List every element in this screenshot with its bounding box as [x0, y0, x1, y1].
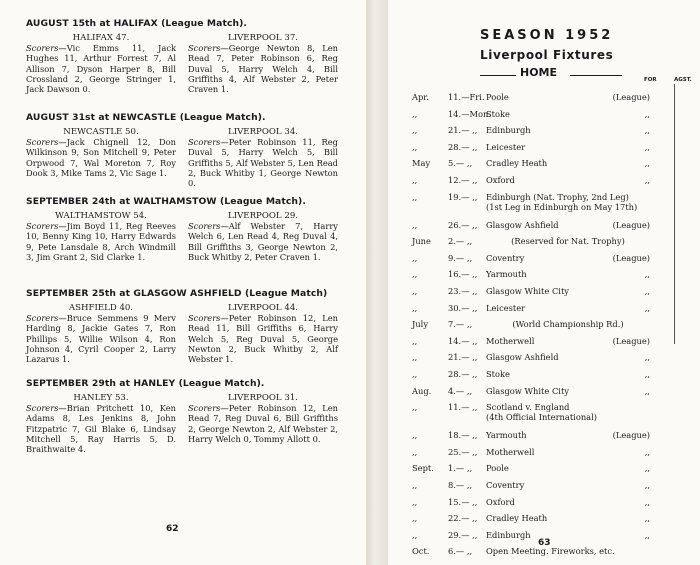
- match-venue-date: AUGUST 15th at HALIFAX: [26, 18, 158, 29]
- fixture-competition: ,,: [644, 141, 650, 152]
- fixture-opponent: Edinburgh: [486, 125, 531, 136]
- fixture-month: ,,: [412, 175, 418, 185]
- away-scorers: Peter Robinson 11, Reg Duval 5, Harry Welch 5, Bill Griffiths 5, Alf Webster 5, Len Read 2, Buck Whitby 1, George Newton 0.: [188, 137, 338, 189]
- fixture-opponent: Oxford: [486, 496, 515, 507]
- fixture-month: ,,: [412, 352, 418, 363]
- fixture-row: [388, 497, 650, 509]
- fixture-day: 26.— ,,: [448, 219, 478, 230]
- fixture-row: [388, 142, 650, 154]
- fixture-competition: ,,: [644, 125, 650, 136]
- match-type: (League Match): [244, 288, 328, 299]
- home-team-score: ASHFIELD 40.: [68, 303, 134, 313]
- fixture-opponent: Glasgow Ashfield: [486, 352, 559, 363]
- fixture-day: 9.— ,,: [448, 252, 473, 263]
- fixture-competition: ,,: [644, 108, 650, 119]
- away-team-score: LIVERPOOL 44.: [227, 303, 299, 313]
- fixture-month: ,,: [412, 191, 418, 202]
- fixture-day: 28.— ,,: [448, 369, 478, 379]
- fixture-competition: ,,: [644, 463, 650, 474]
- away-scorers: George Newton 8, Len Read 7, Peter Robinson 6, Reg Duval 5, Harry Welch 4, Bill Griffiths 4, Alf Webster 2, Peter Craven 1.: [188, 43, 338, 95]
- match-heading: [26, 378, 342, 389]
- fixture-opponent: Coventry: [486, 480, 525, 490]
- match-type: (League Match).: [219, 196, 306, 207]
- fixture-row: [388, 303, 650, 315]
- match-type: (League Match).: [179, 112, 266, 123]
- fixture-row: [388, 125, 650, 137]
- fixture-competition: (League): [612, 92, 650, 102]
- fixture-competition: ,,: [644, 352, 650, 363]
- fixture-day: 25.— ,,: [448, 446, 478, 457]
- match-report: [26, 18, 342, 103]
- fixture-month: ,,: [412, 430, 418, 441]
- fixture-day: 8.— ,,: [448, 480, 473, 490]
- away-team-column: [188, 127, 338, 188]
- home-team-score: HANLEY 53.: [73, 393, 129, 403]
- fixture-day: 21.— ,,: [448, 125, 478, 136]
- match-heading: [26, 18, 342, 29]
- match-venue-date: SEPTEMBER 24th at WALTHAMSTOW: [26, 196, 217, 207]
- fixture-competition: ,,: [644, 496, 650, 507]
- away-scorers: Peter Robinson 12, Len Read 11, Bill Griffiths 6, Harry Welch 5, Reg Duval 5, George Newton 2, Buck Whitby 2, Alf Webster 1.: [188, 313, 338, 365]
- fixture-month: ,,: [412, 286, 418, 296]
- match-venue-date: SEPTEMBER 29th at HANLEY: [26, 378, 176, 389]
- fixture-row: [388, 236, 650, 248]
- book-gutter: [366, 0, 388, 565]
- fixture-day: 28.— ,,: [448, 141, 478, 152]
- fixture-month: ,,: [412, 480, 418, 490]
- fixture-opponent: Cradley Heath: [486, 158, 548, 169]
- fixture-day: 11.— ,,: [448, 402, 478, 413]
- fixture-opponent: Poole: [486, 92, 509, 102]
- fixture-month: Apr.: [412, 92, 429, 102]
- match-heading: [26, 196, 342, 207]
- away-team-score: LIVERPOOL 31.: [227, 393, 299, 403]
- fixture-competition: (League): [612, 335, 650, 346]
- fixture-opponent: Poole: [486, 463, 509, 474]
- away-team-column: [188, 303, 338, 364]
- fixture-month: Aug.: [412, 385, 432, 396]
- fixture-row: [388, 386, 650, 398]
- home-team-column: [26, 127, 176, 178]
- fixture-row: [388, 92, 650, 104]
- fixture-row: [388, 352, 650, 364]
- fixture-row: [388, 480, 650, 492]
- home-scorers: Vic Emms 11, Jack Hughes 11, Arthur Forrest 7, Al Allison 7, Dyson Harper 8, Bill Crossland 2, George Stringer 1, Jack Dawson 0.: [26, 43, 176, 95]
- fixture-day: 29.— ,,: [448, 529, 478, 540]
- away-team-column: [188, 33, 338, 94]
- home-team-column: [26, 303, 176, 364]
- fixture-row: [388, 286, 650, 298]
- fixture-day: 2.— ,,: [448, 236, 473, 247]
- scorers-label: Scorers—: [188, 313, 229, 324]
- fixture-day: 18.— ,,: [448, 430, 478, 441]
- fixture-day: 12.— ,,: [448, 175, 478, 185]
- away-team-score: LIVERPOOL 37.: [227, 33, 299, 43]
- fixture-row: [388, 369, 650, 381]
- page-number-right: 63: [538, 538, 551, 548]
- fixture-day: 14.—Mon.: [448, 108, 491, 119]
- fixture-row: [388, 546, 650, 558]
- fixture-month: May: [412, 158, 431, 169]
- fixture-day: 1.— ,,: [448, 463, 473, 474]
- fixture-month: ,,: [412, 108, 418, 119]
- results-column-rule: [674, 84, 675, 344]
- home-scorers: Bruce Semmens 9 Merv Harding 8, Jackie Gates 7, Ron Phillips 5, Willie Wilson 4, Ron Johnson 4, Cyril Cooper 2, Larry Lazarus 1.: [26, 313, 176, 365]
- fixture-note: (World Championship Rd.): [512, 319, 624, 330]
- fixture-row: [388, 336, 650, 348]
- home-scorers: Jack Chignell 12, Don Wilkinson 9, Son Mitchell 9, Peter Orpwood 7, Wal Moreton 7, Roy Dook 3, Mike Tams 2, Vic Sage 1.: [26, 137, 176, 178]
- fixture-competition: ,,: [644, 302, 650, 313]
- match-venue-date: AUGUST 31st at NEWCASTLE: [26, 112, 177, 123]
- fixture-competition: ,,: [644, 175, 650, 185]
- fixture-day: 5.— ,,: [448, 158, 473, 169]
- home-section-heading: [480, 66, 620, 82]
- fixture-month: ,,: [412, 141, 418, 152]
- home-scorers: Brian Pritchett 10, Ken Adams 8, Les Jenkins 8, John Fitzpatric 7, Gil Blake 6, Lindsay Mitchell 5, Ray Harris 5, D. Braithwaite 4.: [26, 403, 176, 455]
- home-team-score: NEWCASTLE 50.: [63, 127, 139, 137]
- scorers-label: Scorers—: [26, 43, 67, 54]
- fixture-day: 23.— ,,: [448, 286, 478, 296]
- fixture-row: [388, 253, 650, 265]
- fixture-month: ,,: [412, 125, 418, 136]
- away-scorers: Alf Webster 7, Harry Welch 6, Len Read 4, Reg Duval 4, Bill Griffiths 3, George Newton 2, Buck Whitby 2, Peter Craven 1.: [188, 221, 338, 262]
- fixture-competition: ,,: [644, 513, 650, 524]
- match-report: [26, 112, 342, 197]
- fixture-opponent: Glasgow Ashfield: [486, 219, 559, 230]
- fixture-competition: ,,: [644, 369, 650, 379]
- fixture-competition: ,,: [644, 158, 650, 169]
- away-team-column: [188, 393, 338, 444]
- match-type: (League Match).: [178, 378, 265, 389]
- fixture-day: 7.— ,,: [448, 319, 473, 330]
- fixture-competition: (League): [612, 252, 650, 263]
- fixture-day: 16.— ,,: [448, 269, 478, 280]
- fixture-competition: ,,: [644, 286, 650, 296]
- fixture-row: [388, 220, 650, 232]
- fixture-day: 21.— ,,: [448, 352, 478, 363]
- fixture-opponent: Edinburgh (Nat. Trophy, 2nd Leg): [486, 191, 629, 202]
- fixture-opponent: Leicester: [486, 141, 526, 152]
- scorers-label: Scorers—: [188, 43, 229, 54]
- fixture-day: 22.— ,,: [448, 513, 478, 524]
- home-team-column: [26, 33, 176, 94]
- fixture-opponent: Stoke: [486, 108, 510, 119]
- scorers-label: Scorers—: [26, 137, 67, 148]
- away-scorers: Peter Robinson 12, Len Read 7, Reg Duval 6, Bill Griffiths 2, George Newton 2, Alf Webster 2, Harry Welch 0, Tommy Allott 0.: [188, 403, 338, 444]
- fixtures-title: Liverpool Fixtures: [480, 48, 614, 62]
- fixture-row: [388, 463, 650, 475]
- fixture-month: ,,: [412, 252, 418, 263]
- fixture-day: 14.— ,,: [448, 335, 478, 346]
- fixture-row: [388, 158, 650, 170]
- fixture-month: ,,: [412, 369, 418, 379]
- match-report: [26, 288, 342, 373]
- match-venue-date: SEPTEMBER 25th at GLASGOW ASHFIELD: [26, 288, 242, 299]
- match-report: [26, 196, 342, 281]
- scorers-label: Scorers—: [26, 403, 67, 414]
- fixture-opponent: Leicester: [486, 302, 526, 313]
- fixture-row: [388, 109, 650, 121]
- scorers-label: Scorers—: [188, 221, 229, 232]
- fixture-opponent: Oxford: [486, 175, 515, 185]
- fixture-row: [388, 192, 650, 214]
- fixture-month: ,,: [412, 529, 418, 540]
- fixture-note: (Reserved for Nat. Trophy): [511, 236, 625, 247]
- fixture-month: Oct.: [412, 546, 430, 557]
- away-team-score: LIVERPOOL 29.: [227, 211, 299, 221]
- scorers-label: Scorers—: [26, 221, 67, 232]
- fixture-competition: ,,: [644, 385, 650, 396]
- fixture-competition: ,,: [644, 480, 650, 490]
- fixture-opponent: Scotland v. England: [486, 402, 570, 413]
- fixture-opponent: Cradley Heath: [486, 513, 548, 524]
- away-team-column: [188, 211, 338, 262]
- fixture-opponent: Open Meeting. Fireworks, etc.: [486, 546, 615, 557]
- home-team-score: WALTHAMSTOW 54.: [55, 211, 147, 221]
- fixture-day: 4.— ,,: [448, 385, 473, 396]
- fixture-month: ,,: [412, 302, 418, 313]
- fixture-day: 11.—Fri.: [448, 92, 485, 102]
- fixture-month: July: [412, 319, 429, 330]
- fixture-month: ,,: [412, 496, 418, 507]
- column-for-label: FOR: [644, 77, 657, 83]
- fixture-opponent: Yarmouth: [486, 269, 527, 280]
- match-type: (League Match).: [161, 18, 248, 29]
- season-heading: SEASON 1952: [480, 28, 614, 43]
- fixture-opponent: Yarmouth: [486, 430, 527, 441]
- fixture-row: [388, 175, 650, 187]
- fixture-competition: (League): [612, 430, 650, 441]
- page-number-left: 62: [166, 524, 179, 534]
- home-team-column: [26, 211, 176, 262]
- fixture-month: ,,: [412, 219, 418, 230]
- fixture-day: 30.— ,,: [448, 302, 478, 313]
- fixture-row: [388, 319, 650, 331]
- fixture-opponent: Glasgow White City: [486, 385, 569, 396]
- fixture-month: ,,: [412, 335, 418, 346]
- fixture-day: 15.— ,,: [448, 496, 478, 507]
- right-page: [388, 0, 700, 565]
- fixture-month: June: [412, 236, 431, 247]
- scorers-label: Scorers—: [188, 137, 229, 148]
- home-team-score: HALIFAX 47.: [72, 33, 130, 43]
- fixture-opponent: Motherwell: [486, 446, 535, 457]
- match-heading: [26, 288, 342, 299]
- fixture-competition: ,,: [644, 446, 650, 457]
- fixture-note: (1st Leg in Edinburgh on May 17th): [486, 201, 638, 212]
- fixture-month: ,,: [412, 269, 418, 280]
- fixture-month: Sept.: [412, 463, 434, 474]
- away-team-score: LIVERPOOL 34.: [227, 127, 299, 137]
- fixture-competition: ,,: [644, 269, 650, 280]
- fixture-row: [388, 513, 650, 525]
- fixture-row: [388, 530, 650, 542]
- fixture-row: [388, 402, 650, 424]
- fixture-opponent: Glasgow White City: [486, 286, 569, 296]
- fixture-month: ,,: [412, 446, 418, 457]
- home-team-column: [26, 393, 176, 454]
- column-agst-label: AGST.: [674, 77, 692, 83]
- fixture-month: ,,: [412, 513, 418, 524]
- fixture-note: (4th Official International): [486, 412, 598, 423]
- fixture-competition: ,,: [644, 529, 650, 540]
- fixture-competition: (League): [612, 219, 650, 230]
- fixture-opponent: Stoke: [486, 369, 510, 379]
- fixture-day: 6.— ,,: [448, 546, 473, 557]
- scorers-label: Scorers—: [26, 313, 67, 324]
- match-report: [26, 378, 342, 463]
- fixture-opponent: Edinburgh: [486, 529, 531, 540]
- fixture-opponent: Coventry: [486, 252, 525, 263]
- fixture-day: 19.— ,,: [448, 191, 478, 202]
- scorers-label: Scorers—: [188, 403, 229, 414]
- fixture-month: ,,: [412, 402, 418, 413]
- fixture-row: [388, 269, 650, 281]
- home-scorers: Jim Boyd 11, Reg Reeves 10, Benny King 10, Harry Edwards 9, Pete Lansdale 8, Arch Windmill 3, Jim Grant 2, Sid Clarke 1.: [26, 221, 176, 262]
- match-heading: [26, 112, 342, 123]
- fixture-opponent: Motherwell: [486, 335, 535, 346]
- fixture-row: [388, 430, 650, 442]
- fixture-row: [388, 447, 650, 459]
- home-label: HOME: [520, 66, 558, 79]
